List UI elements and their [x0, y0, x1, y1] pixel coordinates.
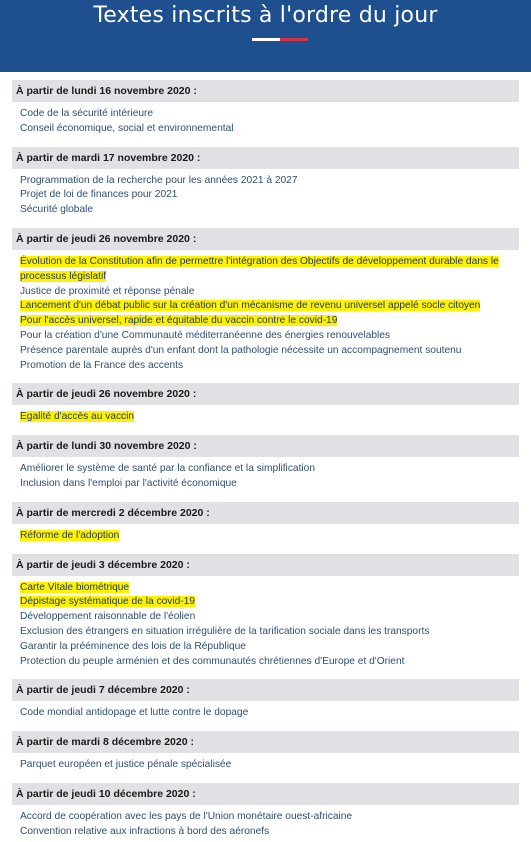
flag-blue-band — [224, 38, 252, 41]
page-header — [0, 0, 531, 72]
agenda-text-label: Évolution de la Constitution afin de permettre l'intégration des Objectifs de développement durable dans le processus législatif — [20, 255, 499, 282]
agenda-text-link[interactable] — [20, 706, 519, 721]
agenda-text-link[interactable] — [20, 359, 519, 374]
agenda-text-label: Justice de proximité et réponse pénale — [20, 285, 195, 297]
agenda-section — [12, 502, 519, 546]
text-list — [12, 405, 519, 427]
french-flag-stripe — [224, 38, 308, 41]
agenda-text-link[interactable] — [20, 329, 519, 344]
text-list — [12, 576, 519, 672]
text-list — [12, 524, 519, 546]
agenda-text-label: Carte Vitale biométrique — [20, 581, 130, 593]
section-date-header: À partir de jeudi 7 décembre 2020 : — [12, 679, 519, 701]
text-list — [12, 102, 519, 139]
agenda-text-label: Présence parentale auprès d'un enfant dont la pathologie nécessite un accompagnement soutenu — [20, 344, 462, 356]
agenda-text-link[interactable] — [20, 595, 519, 610]
agenda-text-link[interactable] — [20, 462, 519, 477]
agenda-text-link[interactable] — [20, 122, 519, 137]
agenda-text-label: Code mondial antidopage et lutte contre le dopage — [20, 707, 249, 719]
agenda-text-label: Sécurité globale — [20, 204, 94, 216]
agenda-section — [12, 783, 519, 842]
section-date-header: À partir de jeudi 10 décembre 2020 : — [12, 783, 519, 805]
agenda-text-label: Egalité d'accès au vaccin — [20, 411, 135, 423]
agenda-list — [12, 80, 519, 842]
agenda-text-link[interactable] — [20, 655, 519, 670]
agenda-text-label: Code de la sécurité intérieure — [20, 108, 154, 119]
section-date-header: À partir de mardi 17 novembre 2020 : — [12, 147, 519, 169]
agenda-text-link[interactable] — [20, 299, 519, 314]
agenda-text-link[interactable] — [20, 529, 519, 544]
section-date-header: À partir de lundi 16 novembre 2020 : — [12, 80, 519, 102]
agenda-text-link[interactable] — [20, 625, 519, 640]
agenda-text-label: Parquet européen et justice pénale spécialisée — [20, 759, 232, 771]
agenda-text-link[interactable] — [20, 107, 519, 122]
agenda-text-label: Améliorer le système de santé par la confiance et la simplification — [20, 463, 316, 475]
agenda-section — [12, 679, 519, 723]
agenda-text-link[interactable] — [20, 188, 519, 203]
agenda-text-link[interactable] — [20, 344, 519, 359]
agenda-text-label: Projet de loi de finances pour 2021 — [20, 189, 178, 201]
text-list — [12, 457, 519, 494]
agenda-text-label: Dépistage systématique de la covid-19 — [20, 596, 195, 608]
section-date-header: À partir de mardi 8 décembre 2020 : — [12, 731, 519, 753]
agenda-section — [12, 383, 519, 427]
agenda-text-label: Accord de coopération avec les pays de l'Union monétaire ouest-africaine — [20, 810, 353, 822]
agenda-text-label: Convention relative aux infractions à bord des aéronefs — [20, 825, 270, 837]
agenda-text-link[interactable] — [20, 810, 519, 825]
agenda-text-link[interactable] — [20, 477, 519, 492]
text-list — [12, 753, 519, 775]
agenda-text-label: Développement raisonnable de l'éolien — [20, 611, 196, 623]
agenda-section — [12, 731, 519, 775]
agenda-text-label: Protection du peuple arménien et des communautés chrétiennes d'Europe et d'Orient — [20, 655, 405, 667]
agenda-section — [12, 554, 519, 672]
agenda-section — [12, 147, 519, 220]
agenda-text-label: Exclusion des étrangers en situation irrégulière de la tarification sociale dans les transports — [20, 625, 430, 637]
section-date-header: À partir de jeudi 26 novembre 2020 : — [12, 383, 519, 405]
agenda-text-link[interactable] — [20, 758, 519, 773]
agenda-text-label: Lancement d'un débat public sur la création d'un mécanisme de revenu universel appelé socle citoyen — [20, 300, 481, 312]
section-date-header: À partir de jeudi 26 novembre 2020 : — [12, 228, 519, 250]
agenda-text-link[interactable] — [20, 314, 519, 329]
agenda-text-label: Pour la création d'une Communauté méditerranéenne des énergies renouvelables — [20, 329, 391, 341]
section-date-header: À partir de mercredi 2 décembre 2020 : — [12, 502, 519, 524]
text-list — [12, 169, 519, 220]
agenda-text-label: Programmation de la recherche pour les années 2021 à 2027 — [20, 174, 298, 186]
agenda-text-link[interactable] — [20, 640, 519, 655]
agenda-text-link[interactable] — [20, 581, 519, 596]
text-list — [12, 805, 519, 842]
agenda-section — [12, 80, 519, 139]
agenda-text-link[interactable] — [20, 410, 519, 425]
agenda-text-label: Promotion de la France des accents — [20, 359, 184, 371]
agenda-text-link[interactable] — [20, 203, 519, 218]
agenda-section — [12, 435, 519, 494]
agenda-text-label: Conseil économique, social et environnemental — [20, 122, 234, 134]
agenda-text-link[interactable] — [20, 255, 519, 285]
agenda-text-link[interactable] — [20, 174, 519, 189]
agenda-text-link[interactable] — [20, 285, 519, 300]
agenda-text-link[interactable] — [20, 610, 519, 625]
section-date-header: À partir de jeudi 3 décembre 2020 : — [12, 554, 519, 576]
agenda-text-label: Pour l'accès universel, rapide et équitable du vaccin contre le covid-19 — [20, 315, 338, 327]
page-title: Textes inscrits à l'ordre du jour — [93, 3, 438, 28]
flag-white-band — [252, 38, 280, 41]
agenda-text-label: Garantir la prééminence des lois de la République — [20, 640, 246, 652]
text-list — [12, 701, 519, 723]
text-list — [12, 250, 519, 375]
agenda-text-label: Inclusion dans l'emploi par l'activité économique — [20, 477, 237, 489]
agenda-section — [12, 228, 519, 375]
flag-red-band — [280, 38, 308, 41]
section-date-header: À partir de lundi 30 novembre 2020 : — [12, 435, 519, 457]
agenda-text-link[interactable] — [20, 825, 519, 840]
agenda-text-label: Réforme de l'adoption — [20, 529, 120, 541]
